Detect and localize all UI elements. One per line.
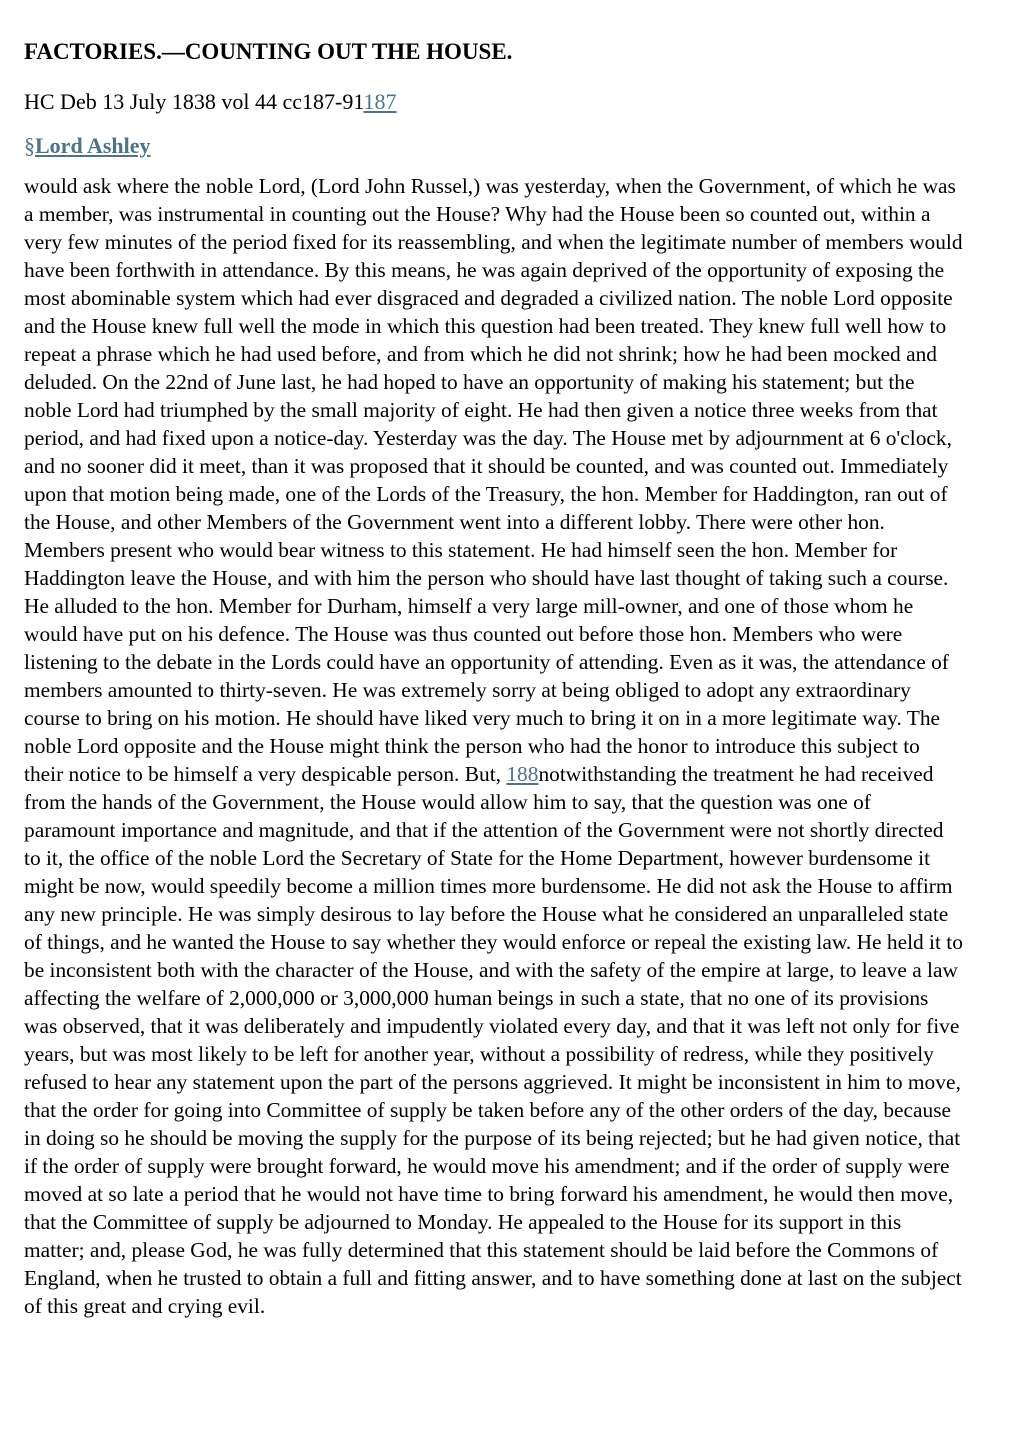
speech-text — [24, 172, 964, 1320]
section-mark: § — [24, 133, 35, 158]
speaker-link[interactable]: Lord Ashley — [35, 133, 151, 158]
column-link-187[interactable]: 187 — [363, 89, 397, 114]
speech-part-1: would ask where the noble Lord, (Lord John Russel,) was yesterday, when the Government, of which he was a member, was instrumental in counting out the House? Why had the House been so counted out, within a very few minutes of the period fixed for its reassembling, and when the legitimate number of members would have been forthwith in attendance. By this means, he was again deprived of the opportunity of exposing the most abominable system which had ever disgraced and degraded a civilized nation. The noble Lord opposite and the House knew full well the mode in which this question had been treated. They knew full well how to repeat a phrase which he had used before, and from which he did not shrink; how he had been mocked and deluded. On the 22nd of June last, he had hoped to have an opportunity of making his statement; but the noble Lord had triumphed by the small majority of eight. He had then given a notice three weeks from that period, and had fixed upon a notice-day. Yesterday was the day. The House met by adjournment at 6 o'clock, and no sooner did it meet, than it was proposed that it should be counted, and was counted out. Immediately upon that motion being made, one of the Lords of the Treasury, the hon. Member for Haddington, ran out of the House, and other Members of the Government went into a different lobby. There were other hon. Members present who would bear witness to this statement. He had himself seen the hon. Member for Haddington leave the House, and with him the person who should have last thought of taking such a course. He alluded to the hon. Member for Durham, himself a very large mill-owner, and one of those whom he would have put on his defence. The House was thus counted out before those hon. Members who were listening to the debate in the Lords could have an opportunity of attending. Even as it was, the attendance of members amounted to thirty-seven. He was extremely sorry at being obliged to adopt any extraordinary course to bring on his motion. He should have liked very much to bring it on in a more legitimate way. The noble Lord opposite and the House might think the person who had the honor to introduce this subject to their notice to be himself a very despicable person. But, — [24, 174, 963, 786]
page-content — [24, 36, 964, 1320]
speaker-heading — [24, 130, 964, 162]
column-link-188[interactable]: 188 — [506, 762, 539, 786]
debate-citation — [24, 86, 964, 118]
speech-part-2: notwithstanding the treatment he had received from the hands of the Government, the House would allow him to say, that the question was one of paramount importance and magnitude, and that if the attention of the Government were not shortly directed to it, the office of the noble Lord the Secretary of State for the Home Department, however burdensome it might be now, would speedily become a million times more burdensome. He did not ask the House to affirm any new principle. He was simply desirous to lay before the House what he considered an unparalleled state of things, and he wanted the House to say whether they would enforce or repeal the existing law. He held it to be inconsistent both with the character of the House, and with the safety of the empire at large, to leave a law affecting the welfare of 2,000,000 or 3,000,000 human beings in such a state, that no one of its provisions was observed, that it was deliberately and impudently violated every day, and that it was left not only for five years, but was most likely to be left for another year, without a possibility of redress, while they positively refused to hear any statement upon the part of the persons aggrieved. It might be inconsistent in him to move, that the order for going into Committee of supply be taken before any of the other orders of the day, because in doing so he should be moving the supply for the purpose of its being rejected; but he had given notice, that if the order of supply were brought forward, he would move his amendment; and if the order of supply were moved at so late a period that he would not have time to bring forward his amendment, he would then move, that the Committee of supply be adjourned to Monday. He appealed to the House for its support in this matter; and, please God, he was fully determined that this statement should be laid before the Commons of England, when he trusted to obtain a full and fitting answer, and to have something done at last on the subject of this great and crying evil. — [24, 762, 963, 1318]
citation-text: HC Deb 13 July 1838 vol 44 cc187-91 — [24, 89, 364, 114]
page-title: FACTORIES.—COUNTING OUT THE HOUSE. — [24, 39, 513, 64]
